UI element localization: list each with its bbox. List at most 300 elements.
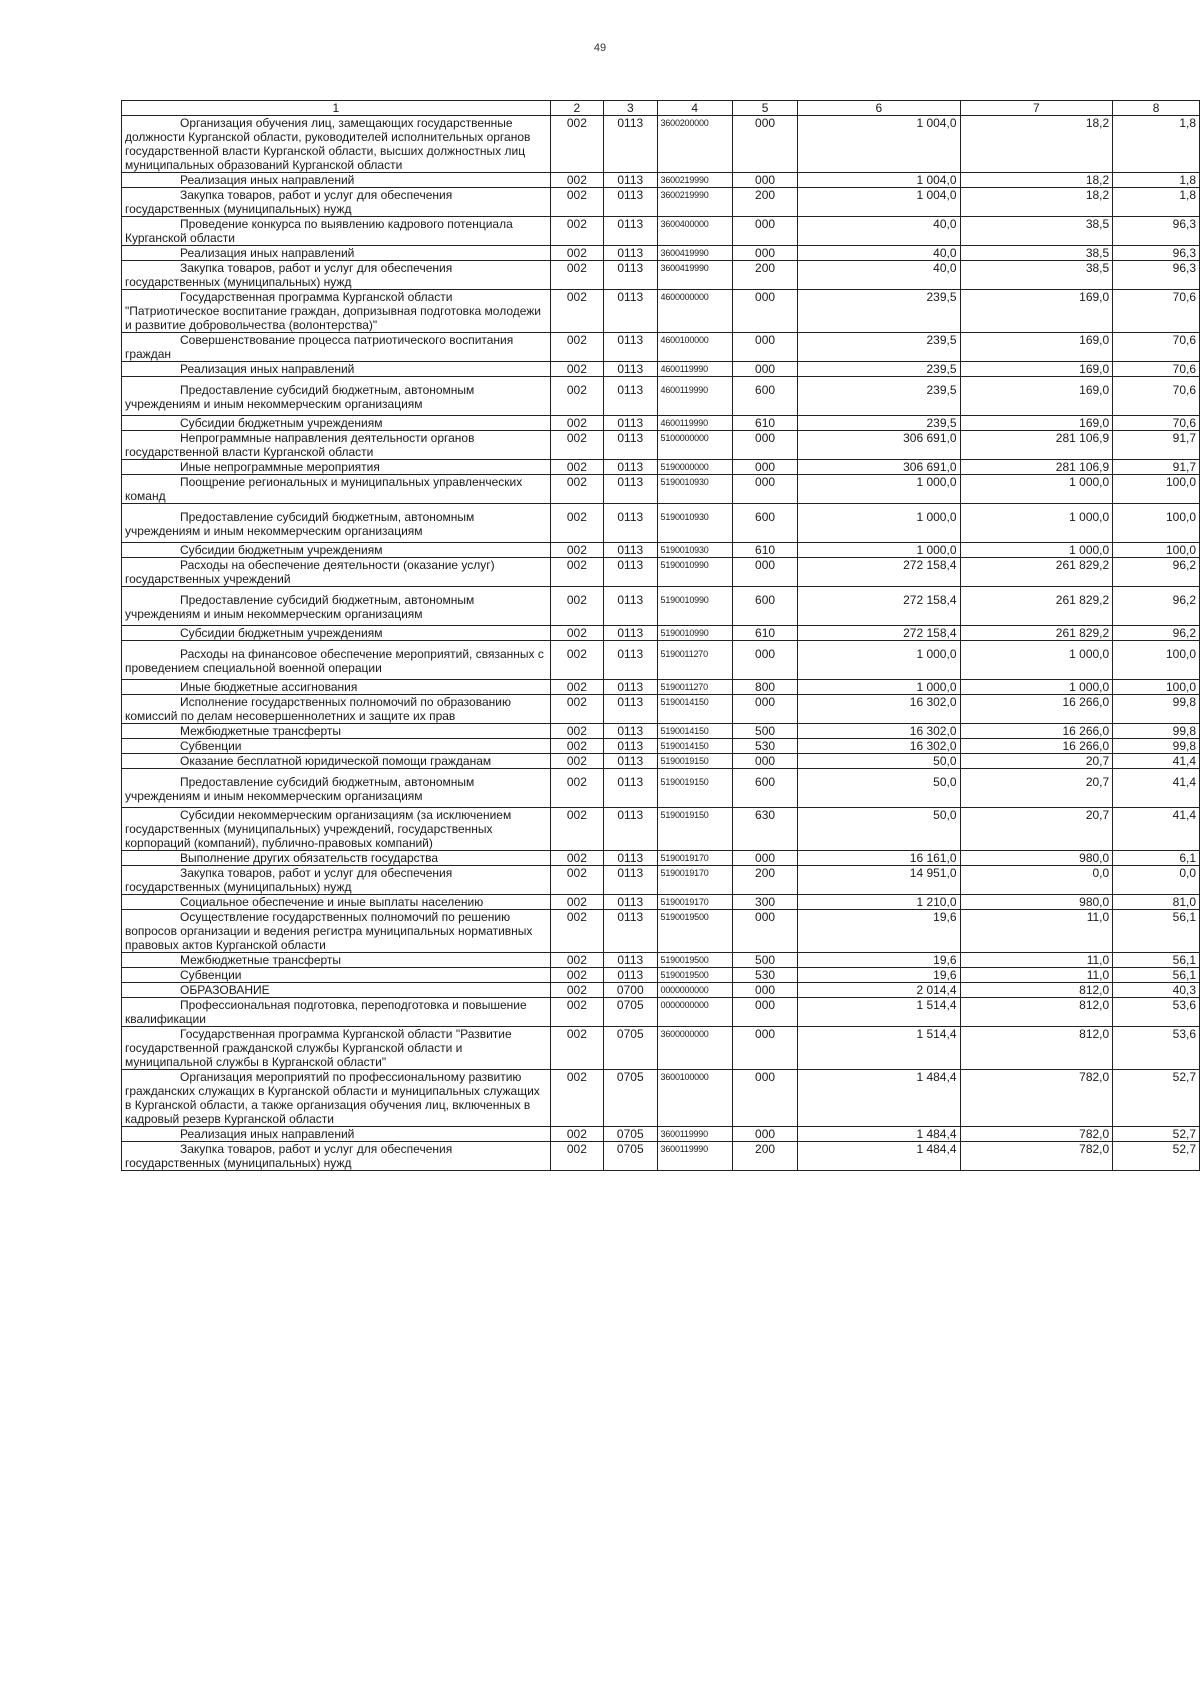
row-code-ministry: 002 [550,416,603,431]
row-percent: 100,0 [1113,641,1200,680]
row-code-target: 5190010930 [657,475,732,504]
row-code-section: 0113 [604,808,658,851]
row-actual: 261 829,2 [960,626,1113,641]
row-name: Субвенции [122,739,551,754]
table-row [122,754,1200,769]
row-code-ministry: 002 [550,953,603,968]
row-actual: 812,0 [960,1027,1113,1070]
row-code-ministry: 002 [550,754,603,769]
row-code-section: 0113 [604,641,658,680]
row-percent: 1,8 [1113,116,1200,173]
row-code-ministry: 002 [550,558,603,587]
table-row [122,188,1200,217]
table-row [122,808,1200,851]
row-percent: 99,8 [1113,739,1200,754]
column-header: 7 [960,101,1113,116]
row-code-type: 200 [733,188,798,217]
row-code-target: 5190019150 [657,769,732,808]
row-code-section: 0700 [604,983,658,998]
row-plan: 16 302,0 [798,695,960,724]
row-name: Реализация иных направлений [122,1127,551,1142]
row-code-ministry: 002 [550,333,603,362]
table-row [122,431,1200,460]
row-actual: 1 000,0 [960,641,1113,680]
row-code-type: 300 [733,895,798,910]
row-code-type: 000 [733,641,798,680]
row-actual: 980,0 [960,851,1113,866]
row-code-ministry: 002 [550,895,603,910]
row-plan: 1 000,0 [798,543,960,558]
row-code-ministry: 002 [550,1127,603,1142]
column-header: 1 [122,101,551,116]
budget-table [121,100,1200,1171]
table-row [122,1127,1200,1142]
row-actual: 261 829,2 [960,558,1113,587]
row-code-target: 5190011270 [657,641,732,680]
row-code-section: 0113 [604,475,658,504]
row-percent: 6,1 [1113,851,1200,866]
row-actual: 11,0 [960,910,1113,953]
row-actual: 169,0 [960,290,1113,333]
table-row [122,290,1200,333]
row-code-section: 0113 [604,968,658,983]
row-plan: 19,6 [798,953,960,968]
row-percent: 96,3 [1113,261,1200,290]
row-plan: 16 302,0 [798,739,960,754]
row-code-section: 0113 [604,261,658,290]
row-code-ministry: 002 [550,680,603,695]
row-plan: 239,5 [798,416,960,431]
row-name: Межбюджетные трансферты [122,953,551,968]
row-code-target: 5190010990 [657,558,732,587]
table-row [122,217,1200,246]
row-percent: 40,3 [1113,983,1200,998]
row-code-target: 5100000000 [657,431,732,460]
row-code-ministry: 002 [550,910,603,953]
row-actual: 1 000,0 [960,680,1113,695]
row-code-ministry: 002 [550,290,603,333]
table-row [122,866,1200,895]
row-actual: 261 829,2 [960,587,1113,626]
row-code-ministry: 002 [550,173,603,188]
row-plan: 19,6 [798,968,960,983]
row-code-ministry: 002 [550,431,603,460]
row-percent: 56,1 [1113,953,1200,968]
row-code-type: 000 [733,246,798,261]
row-code-target: 5190019500 [657,910,732,953]
row-name: Иные бюджетные ассигнования [122,680,551,695]
row-code-section: 0705 [604,1027,658,1070]
row-code-target: 4600119990 [657,377,732,416]
row-percent: 56,1 [1113,910,1200,953]
row-name: Совершенствование процесса патриотического воспитания граждан [122,333,551,362]
row-plan: 239,5 [798,377,960,416]
row-name: Выполнение других обязательств государства [122,851,551,866]
row-plan: 239,5 [798,333,960,362]
row-code-ministry: 002 [550,217,603,246]
row-name: Иные непрограммные мероприятия [122,460,551,475]
row-actual: 281 106,9 [960,460,1113,475]
row-plan: 40,0 [798,246,960,261]
table-row [122,695,1200,724]
row-actual: 1 000,0 [960,543,1113,558]
row-actual: 169,0 [960,333,1113,362]
row-code-type: 000 [733,558,798,587]
row-plan: 50,0 [798,769,960,808]
page-number: 49 [593,42,607,54]
row-name: Поощрение региональных и муниципальных управленческих команд [122,475,551,504]
row-code-ministry: 002 [550,460,603,475]
table-row [122,641,1200,680]
row-name: Субсидии бюджетным учреждениям [122,626,551,641]
row-code-type: 200 [733,1142,798,1171]
row-code-target: 5190019170 [657,851,732,866]
row-code-section: 0113 [604,851,658,866]
table-row [122,587,1200,626]
row-code-ministry: 002 [550,116,603,173]
row-actual: 281 106,9 [960,431,1113,460]
row-percent: 70,6 [1113,362,1200,377]
row-plan: 272 158,4 [798,558,960,587]
row-name: Организация обучения лиц, замещающих государственные должности Курганской области, руководителей исполнительных органов государственной власти Курганской области, высших должностных лиц муниципальных образований Курганской области [122,116,551,173]
row-name: Предоставление субсидий бюджетным, автономным учреждениям и иным некоммерческим организациям [122,587,551,626]
column-header: 5 [733,101,798,116]
row-name: Расходы на обеспечение деятельности (оказание услуг) государственных учреждений [122,558,551,587]
row-code-ministry: 002 [550,543,603,558]
row-plan: 40,0 [798,261,960,290]
row-percent: 99,8 [1113,695,1200,724]
row-percent: 100,0 [1113,680,1200,695]
row-code-target: 5190014150 [657,724,732,739]
row-code-section: 0113 [604,416,658,431]
row-code-target: 3600419990 [657,246,732,261]
row-code-type: 000 [733,173,798,188]
row-code-target: 5190011270 [657,680,732,695]
row-name: Субсидии бюджетным учреждениям [122,416,551,431]
table-row [122,1027,1200,1070]
table-body [122,116,1200,1171]
row-plan: 239,5 [798,290,960,333]
row-percent: 91,7 [1113,460,1200,475]
row-code-ministry: 002 [550,983,603,998]
row-code-section: 0113 [604,558,658,587]
row-code-type: 000 [733,431,798,460]
row-actual: 18,2 [960,116,1113,173]
column-header: 6 [798,101,960,116]
row-code-target: 5190014150 [657,739,732,754]
row-code-section: 0113 [604,626,658,641]
row-code-target: 5190010990 [657,626,732,641]
row-code-section: 0705 [604,998,658,1027]
row-plan: 1 000,0 [798,504,960,543]
row-actual: 18,2 [960,188,1113,217]
row-code-target: 3600219990 [657,188,732,217]
row-name: Субсидии некоммерческим организациям (за исключением государственных (муниципальных) учреждений, государственных корпораций (компаний), публично-правовых компаний) [122,808,551,851]
row-percent: 96,2 [1113,626,1200,641]
row-actual: 1 000,0 [960,475,1113,504]
row-percent: 52,7 [1113,1142,1200,1171]
row-actual: 812,0 [960,998,1113,1027]
row-plan: 306 691,0 [798,431,960,460]
row-code-type: 000 [733,754,798,769]
row-code-section: 0705 [604,1127,658,1142]
row-percent: 96,3 [1113,217,1200,246]
row-code-section: 0113 [604,724,658,739]
row-code-section: 0113 [604,504,658,543]
table-row [122,475,1200,504]
table-row [122,968,1200,983]
table-row [122,953,1200,968]
row-code-section: 0113 [604,739,658,754]
row-code-type: 600 [733,504,798,543]
row-plan: 40,0 [798,217,960,246]
row-code-section: 0113 [604,680,658,695]
row-percent: 70,6 [1113,416,1200,431]
row-plan: 1 004,0 [798,173,960,188]
row-plan: 1 484,4 [798,1070,960,1127]
row-code-ministry: 002 [550,769,603,808]
table-row [122,116,1200,173]
row-code-target: 3600219990 [657,173,732,188]
row-code-type: 000 [733,333,798,362]
row-code-type: 500 [733,724,798,739]
row-name: Субвенции [122,968,551,983]
row-code-section: 0705 [604,1070,658,1127]
row-percent: 52,7 [1113,1070,1200,1127]
row-code-section: 0113 [604,587,658,626]
row-name: Осуществление государственных полномочий по решению вопросов организации и ведения регистра муниципальных нормативных правовых актов Курганской области [122,910,551,953]
row-code-type: 000 [733,910,798,953]
table-row [122,910,1200,953]
row-code-ministry: 002 [550,261,603,290]
table-row [122,504,1200,543]
row-actual: 11,0 [960,968,1113,983]
row-code-ministry: 002 [550,1142,603,1171]
row-percent: 91,7 [1113,431,1200,460]
row-actual: 16 266,0 [960,739,1113,754]
row-plan: 272 158,4 [798,626,960,641]
row-actual: 980,0 [960,895,1113,910]
row-actual: 782,0 [960,1070,1113,1127]
row-code-target: 5190010930 [657,543,732,558]
row-percent: 41,4 [1113,754,1200,769]
row-actual: 0,0 [960,866,1113,895]
row-plan: 16 161,0 [798,851,960,866]
row-percent: 100,0 [1113,475,1200,504]
row-code-type: 630 [733,808,798,851]
row-plan: 239,5 [798,362,960,377]
row-actual: 38,5 [960,261,1113,290]
row-percent: 96,3 [1113,246,1200,261]
table-row [122,362,1200,377]
table-row [122,680,1200,695]
row-code-target: 5190014150 [657,695,732,724]
row-code-type: 200 [733,866,798,895]
row-code-type: 800 [733,680,798,695]
row-code-section: 0113 [604,460,658,475]
table-header-row [122,101,1200,116]
row-name: Предоставление субсидий бюджетным, автономным учреждениям и иным некоммерческим организациям [122,377,551,416]
row-code-section: 0113 [604,188,658,217]
row-code-section: 0113 [604,173,658,188]
row-name: Реализация иных направлений [122,362,551,377]
table-row [122,724,1200,739]
row-name: Предоставление субсидий бюджетным, автономным учреждениям и иным некоммерческим организациям [122,769,551,808]
table-row [122,460,1200,475]
row-code-target: 5190019150 [657,754,732,769]
table-row [122,377,1200,416]
row-code-ministry: 002 [550,246,603,261]
row-actual: 20,7 [960,769,1113,808]
row-code-target: 3600100000 [657,1070,732,1127]
row-actual: 782,0 [960,1142,1113,1171]
row-name: Закупка товаров, работ и услуг для обеспечения государственных (муниципальных) нужд [122,188,551,217]
row-plan: 16 302,0 [798,724,960,739]
row-code-type: 000 [733,851,798,866]
row-plan: 1 210,0 [798,895,960,910]
row-code-type: 000 [733,475,798,504]
row-code-section: 0113 [604,362,658,377]
row-code-target: 5190019500 [657,953,732,968]
row-code-section: 0113 [604,895,658,910]
row-name: Проведение конкурса по выявлению кадрового потенциала Курганской области [122,217,551,246]
row-plan: 1 514,4 [798,1027,960,1070]
row-code-target: 4600000000 [657,290,732,333]
row-code-ministry: 002 [550,851,603,866]
row-code-ministry: 002 [550,641,603,680]
row-code-target: 5190019170 [657,895,732,910]
row-code-type: 500 [733,953,798,968]
row-code-target: 4600119990 [657,416,732,431]
row-code-type: 610 [733,543,798,558]
row-code-type: 000 [733,1127,798,1142]
row-code-type: 000 [733,998,798,1027]
row-plan: 1 484,4 [798,1127,960,1142]
row-code-target: 3600000000 [657,1027,732,1070]
table-row [122,246,1200,261]
row-name: Предоставление субсидий бюджетным, автономным учреждениям и иным некоммерческим организациям [122,504,551,543]
table-row [122,416,1200,431]
row-code-ministry: 002 [550,695,603,724]
row-percent: 96,2 [1113,558,1200,587]
row-percent: 41,4 [1113,808,1200,851]
row-percent: 53,6 [1113,998,1200,1027]
row-percent: 81,0 [1113,895,1200,910]
row-name: Социальное обеспечение и иные выплаты населению [122,895,551,910]
row-actual: 782,0 [960,1127,1113,1142]
row-percent: 52,7 [1113,1127,1200,1142]
row-code-section: 0113 [604,543,658,558]
row-code-ministry: 002 [550,968,603,983]
row-actual: 812,0 [960,983,1113,998]
row-code-target: 5190019150 [657,808,732,851]
table-row [122,998,1200,1027]
column-header: 4 [657,101,732,116]
row-code-ministry: 002 [550,188,603,217]
column-header: 2 [550,101,603,116]
row-code-type: 600 [733,769,798,808]
row-code-section: 0113 [604,116,658,173]
row-percent: 70,6 [1113,377,1200,416]
row-name: Исполнение государственных полномочий по образованию комиссий по делам несовершеннолетних и защите их прав [122,695,551,724]
row-plan: 19,6 [798,910,960,953]
row-actual: 38,5 [960,246,1113,261]
row-code-target: 5190019170 [657,866,732,895]
row-code-section: 0705 [604,1142,658,1171]
row-code-type: 610 [733,416,798,431]
row-code-type: 000 [733,217,798,246]
row-percent: 56,1 [1113,968,1200,983]
row-code-type: 000 [733,116,798,173]
table-row [122,739,1200,754]
row-name: Закупка товаров, работ и услуг для обеспечения государственных (муниципальных) нужд [122,261,551,290]
row-plan: 306 691,0 [798,460,960,475]
table-row [122,769,1200,808]
row-actual: 1 000,0 [960,504,1113,543]
row-code-section: 0113 [604,953,658,968]
table-row [122,543,1200,558]
table-row [122,1070,1200,1127]
row-plan: 1 004,0 [798,188,960,217]
row-code-ministry: 002 [550,626,603,641]
row-plan: 50,0 [798,754,960,769]
row-code-ministry: 002 [550,866,603,895]
row-name: Реализация иных направлений [122,246,551,261]
row-code-section: 0113 [604,769,658,808]
row-name: Закупка товаров, работ и услуг для обеспечения государственных (муниципальных) нужд [122,1142,551,1171]
table-row [122,558,1200,587]
row-code-target: 0000000000 [657,998,732,1027]
row-code-type: 000 [733,1027,798,1070]
row-code-section: 0113 [604,333,658,362]
row-code-ministry: 002 [550,724,603,739]
row-name: Профессиональная подготовка, переподготовка и повышение квалификации [122,998,551,1027]
row-name: Субсидии бюджетным учреждениям [122,543,551,558]
row-code-type: 530 [733,739,798,754]
row-percent: 70,6 [1113,333,1200,362]
row-code-type: 610 [733,626,798,641]
row-name: Закупка товаров, работ и услуг для обеспечения государственных (муниципальных) нужд [122,866,551,895]
table-row [122,261,1200,290]
row-code-ministry: 002 [550,475,603,504]
row-code-type: 600 [733,377,798,416]
row-code-target: 0000000000 [657,983,732,998]
row-code-type: 000 [733,983,798,998]
row-actual: 169,0 [960,362,1113,377]
row-code-ministry: 002 [550,1027,603,1070]
row-percent: 100,0 [1113,543,1200,558]
row-code-target: 3600419990 [657,261,732,290]
row-code-section: 0113 [604,754,658,769]
row-actual: 20,7 [960,754,1113,769]
row-name: Государственная программа Курганской области "Развитие государственной гражданской службы Курганской области и муниципальной службы в Курганской области" [122,1027,551,1070]
row-code-section: 0113 [604,695,658,724]
row-name: ОБРАЗОВАНИЕ [122,983,551,998]
row-name: Непрограммные направления деятельности органов государственной власти Курганской области [122,431,551,460]
table-row [122,851,1200,866]
row-code-section: 0113 [604,910,658,953]
row-code-section: 0113 [604,431,658,460]
row-code-section: 0113 [604,290,658,333]
row-code-section: 0113 [604,377,658,416]
row-code-target: 5190010930 [657,504,732,543]
row-code-section: 0113 [604,246,658,261]
row-percent: 41,4 [1113,769,1200,808]
row-name: Межбюджетные трансферты [122,724,551,739]
row-percent: 0,0 [1113,866,1200,895]
row-plan: 1 484,4 [798,1142,960,1171]
row-code-ministry: 002 [550,377,603,416]
